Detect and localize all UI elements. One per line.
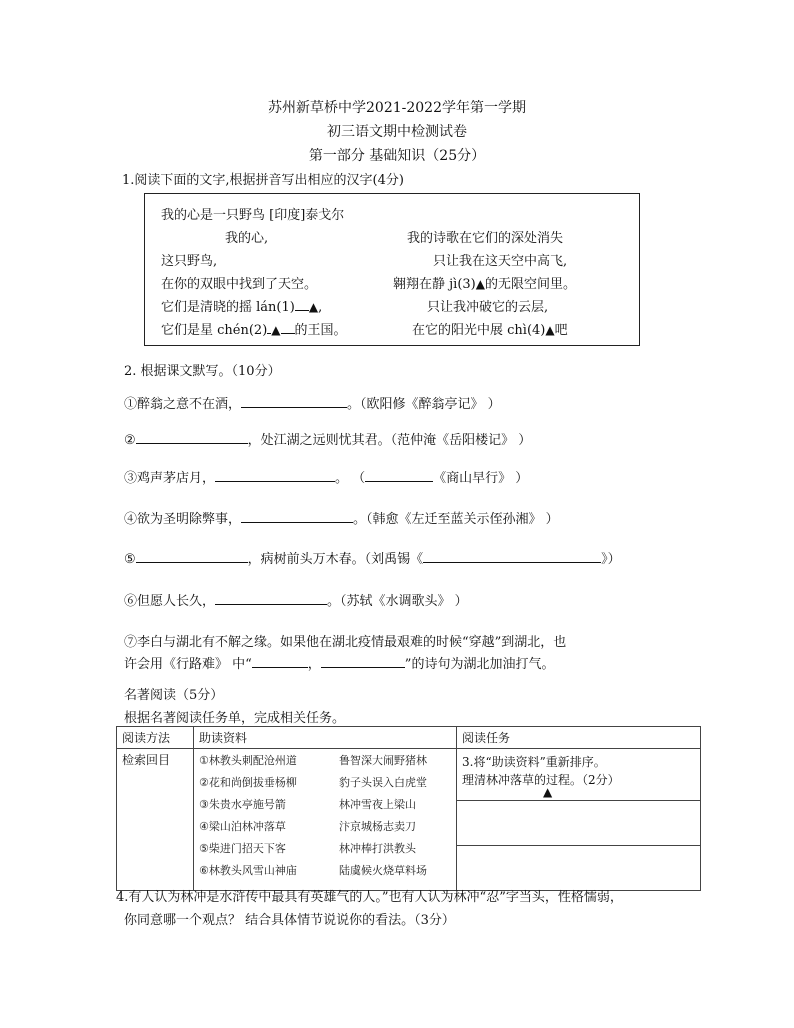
reading-task-table: [116, 726, 701, 891]
exam-title: 初三语文期中检测试卷: [327, 124, 467, 140]
q2-item-6: ⑥但愿人长久， 。（苏轼《水调歌头》 ）: [124, 594, 468, 609]
material-row-4: ④梁山泊林冲落草 汴京城杨志卖刀: [199, 820, 416, 833]
poem-left-line-1: 我的心,: [225, 231, 269, 246]
q1-prompt: 1.阅读下面的文字,根据拼音写出相应的汉字(4分): [122, 173, 404, 188]
school-title: 苏州新草桥中学2021-2022学年第一学期: [268, 100, 526, 116]
reading-intro: 根据名著阅读任务单，完成相关任务。: [124, 711, 346, 726]
method-cell: 检索回目: [117, 749, 194, 891]
poem-right-line-2: 只让我在这天空中高飞,: [433, 254, 568, 269]
reading-heading: 名著阅读（5分）: [124, 688, 224, 703]
q2-item-3: ③鸡声茅店月， 。 （ 《商山早行》 ）: [124, 471, 529, 486]
task-cell: [457, 749, 701, 891]
q2-item-7-line1: ⑦李白与湖北有不解之缘。如果他在湖北疫情最艰难的时候“穿越”到湖北，也: [124, 635, 567, 650]
q2-item-1: ①醉翁之意不在酒， 。（欧阳修《醉翁亭记》 ）: [124, 397, 501, 412]
task-answer-marker: ▲: [543, 785, 553, 799]
poem-right-line-4: 只让我冲破它的云层,: [427, 300, 549, 315]
materials-cell: [194, 749, 457, 891]
poem-right-line-1: 我的诗歌在它们的深处消失: [407, 231, 564, 246]
material-row-1: ①林教头刺配沧州道 鲁智深大闹野猪林: [199, 754, 427, 767]
q2-item-7-line2: 许会用《行路难》 中“ ， ”的诗句为湖北加油打气。: [124, 657, 555, 672]
poem-title: 我的心是一只野鸟 [印度]泰戈尔: [161, 208, 345, 223]
material-row-2: ②花和尚倒拔垂杨柳 豹子头误入白虎堂: [199, 776, 427, 789]
material-row-3: ③朱贵水亭施号箭 林冲雪夜上梁山: [199, 798, 416, 811]
poem-left-line-5: 它们是星 chén(2) ▲ 的王国。: [161, 323, 347, 338]
q2-prompt: 2. 根据课文默写。（10分）: [124, 364, 281, 379]
q2-item-4: ④欲为圣明除弊事， 。（韩愈《左迁至蓝关示侄孙湘》 ）: [124, 512, 559, 527]
q2-item-2: ② ，处江湖之远则忧其君。（范仲淹《岳阳楼记》 ）: [124, 433, 532, 448]
table-row: [117, 749, 701, 891]
poem-box: [144, 193, 640, 346]
col-task: 阅读任务: [457, 727, 701, 749]
q4-line-2: 你同意哪一个观点？ 结合具体情节说说你的看法。（3分）: [124, 913, 455, 928]
task-line-1: 3.将“助读资料”重新排序。: [462, 755, 606, 769]
poem-right-line-3: 翱翔在静 jì(3)▲的无限空间里。: [393, 277, 576, 292]
col-material: 助读资料: [194, 727, 457, 749]
section-title: 第一部分 基础知识（25分）: [308, 148, 486, 164]
q4-line-1: 4.有人认为林冲是水浒传中最具有英雄气的人。”也有人认为林冲“忍”字当头，性格懦弱，: [116, 890, 623, 905]
poem-left-line-2: 这只野鸟,: [161, 254, 218, 269]
task-line-2: 理清林冲落草的过程。（2分）: [462, 773, 620, 787]
col-method: 阅读方法: [117, 727, 194, 749]
q2-item-5: ⑤ ，病树前头万木春。（刘禹锡《 》）: [124, 552, 621, 567]
table-header-row: [117, 727, 701, 749]
material-row-6: ⑥林教头风雪山神庙 陆虞候火烧草料场: [199, 864, 427, 877]
poem-left-line-4: 它们是清晓的摇 lán(1) ▲,: [161, 300, 323, 315]
poem-right-line-5: 在它的阳光中展 chì(4)▲吧: [412, 323, 568, 338]
material-row-5: ⑤柴进门招天下客 林冲棒打洪教头: [199, 842, 416, 855]
poem-left-line-3: 在你的双眼中找到了天空。: [161, 277, 318, 292]
